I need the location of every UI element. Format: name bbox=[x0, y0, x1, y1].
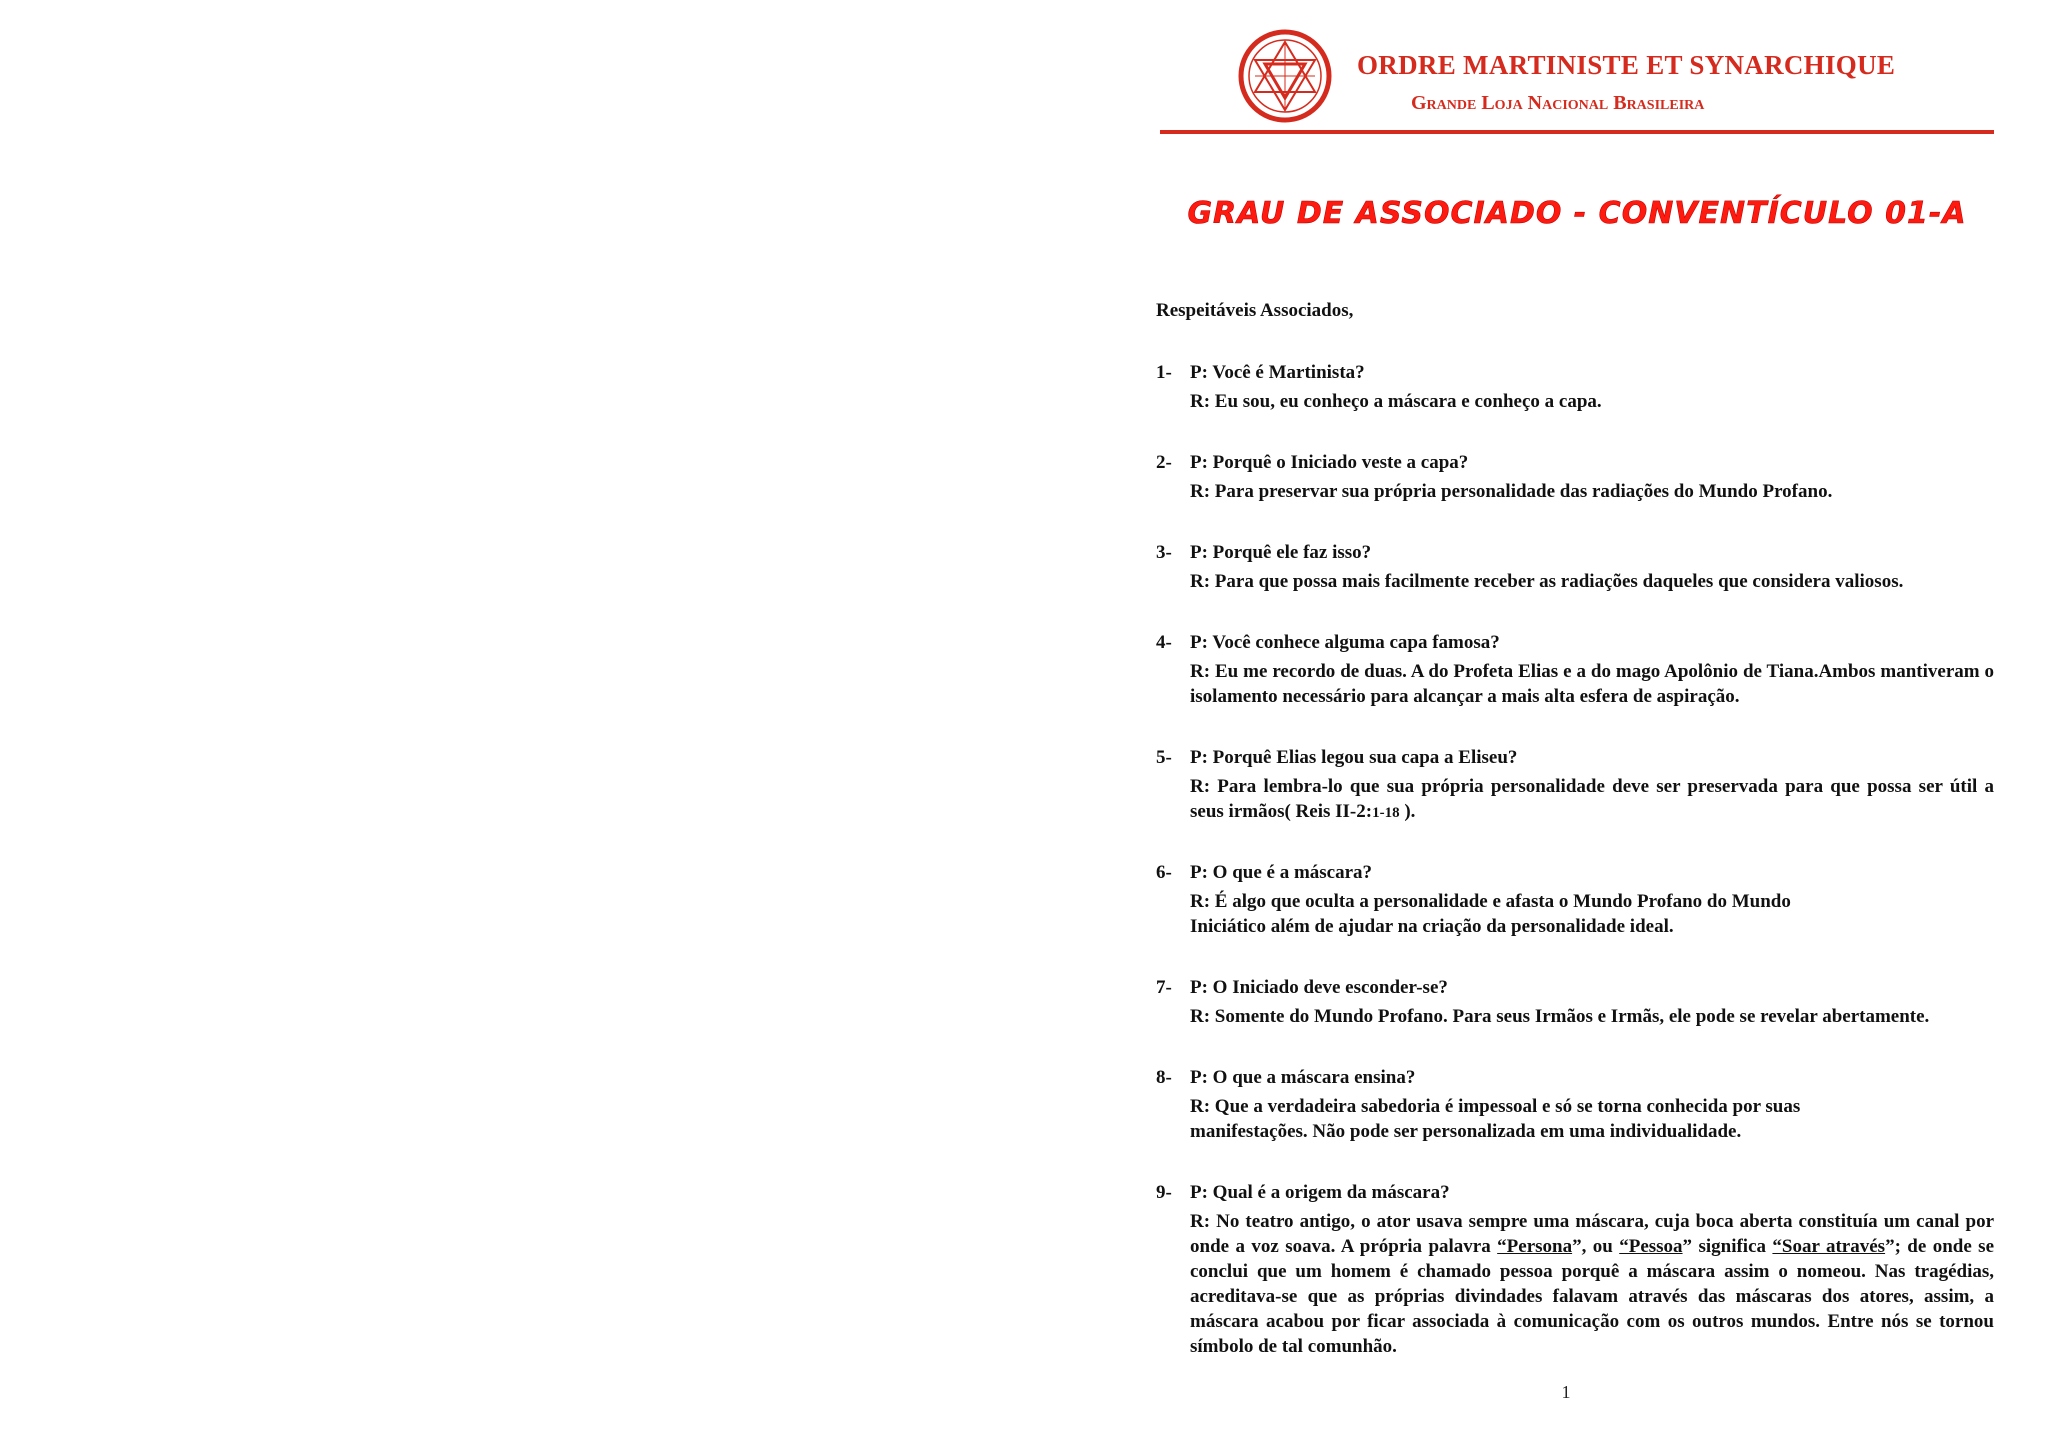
qa-answer: R: Eu me recordo de duas. A do Profeta Elias e a do mago Apolônio de Tiana.Ambos mantiveram o isolamento necessário para alcançar a mais alta esfera de aspiração. bbox=[1190, 661, 1994, 707]
qa-number: 6- bbox=[1156, 862, 1172, 883]
qa-answer bbox=[1190, 774, 1994, 826]
qa-question: P: Você conhece alguma capa famosa? bbox=[1190, 632, 1500, 653]
qa-answer: R: Para preservar sua própria personalidade das radiações do Mundo Profano. bbox=[1190, 481, 1833, 502]
qa-number: 4- bbox=[1156, 632, 1172, 653]
qa-item-4 bbox=[1156, 630, 1994, 709]
qa-answer-text: ” significa bbox=[1682, 1236, 1773, 1257]
qa-question: P: Porquê ele faz isso? bbox=[1190, 542, 1372, 563]
qa-question: P: Porquê Elias legou sua capa a Eliseu? bbox=[1190, 747, 1518, 768]
qa-item-3 bbox=[1156, 540, 1994, 594]
qa-answer-text: R: No teatro antigo, o ator usava sempre uma máscara, cuja boca aberta constituía um canal por onde a voz soava. A própria palavra bbox=[1190, 1211, 1994, 1257]
qa-question: P: Porquê o Iniciado veste a capa? bbox=[1190, 452, 1469, 473]
header-divider bbox=[1160, 130, 1994, 134]
qa-question: P: O que é a máscara? bbox=[1190, 862, 1373, 883]
qa-answer-end: ). bbox=[1399, 801, 1416, 822]
soar-atraves-term: “Soar através bbox=[1772, 1236, 1886, 1257]
qa-answer bbox=[1190, 889, 1994, 939]
pessoa-term: “Pessoa bbox=[1619, 1236, 1683, 1257]
salutation: Respeitáveis Associados, bbox=[1156, 300, 1354, 321]
qa-item-6 bbox=[1156, 860, 1994, 939]
qa-number: 3- bbox=[1156, 542, 1172, 563]
document-title: GRAU DE ASSOCIADO - CONVENTÍCULO 01-A bbox=[1187, 196, 1967, 231]
qa-answer-line: manifestações. Não pode ser personalizada em uma individualidade. bbox=[1190, 1121, 1742, 1142]
qa-answer-line: R: É algo que oculta a personalidade e afasta o Mundo Profano do Mundo bbox=[1190, 891, 1791, 912]
qa-answer: R: Eu sou, eu conheço a máscara e conheço a capa. bbox=[1190, 391, 1602, 412]
page-number: 1 bbox=[1561, 1382, 1571, 1402]
qa-question: P: O Iniciado deve esconder-se? bbox=[1190, 977, 1448, 998]
qa-number: 7- bbox=[1156, 977, 1172, 998]
qa-item-9 bbox=[1156, 1180, 1994, 1359]
qa-item-5 bbox=[1156, 745, 1994, 826]
qa-number: 8- bbox=[1156, 1067, 1172, 1088]
qa-answer-line: R: Que a verdadeira sabedoria é impessoal e só se torna conhecida por suas bbox=[1190, 1096, 1801, 1117]
qa-number: 1- bbox=[1156, 362, 1172, 383]
qa-item-2 bbox=[1156, 450, 1994, 504]
qa-question: P: Qual é a origem da máscara? bbox=[1190, 1182, 1450, 1203]
qa-answer-text: ”, ou bbox=[1572, 1236, 1620, 1257]
qa-number: 2- bbox=[1156, 452, 1172, 473]
persona-term: “Persona bbox=[1497, 1236, 1573, 1257]
qa-number: 9- bbox=[1156, 1182, 1172, 1203]
qa-item-7 bbox=[1156, 975, 1994, 1029]
bible-reference: 1-18 bbox=[1372, 805, 1400, 821]
qa-number: 5- bbox=[1156, 747, 1172, 768]
qa-answer bbox=[1190, 1094, 1994, 1144]
qa-question: P: O que a máscara ensina? bbox=[1190, 1067, 1416, 1088]
qa-answer bbox=[1190, 1209, 1994, 1359]
qa-item-1 bbox=[1156, 360, 1994, 414]
qa-answer-text: ”; de onde se conclui que um homem é chamado pessoa porquê a máscara assim o nomeou. Nas tragédias, acreditava-se que as próprias divindades falavam através das máscaras dos atores, assim, a máscara acabou por ficar associada à comunicação com os outros mundos. Entre nós se tornou símbolo de tal comunhão. bbox=[1190, 1236, 1995, 1357]
qa-answer-line: Iniciático além de ajudar na criação da personalidade ideal. bbox=[1190, 916, 1674, 937]
qa-answer: R: Somente do Mundo Profano. Para seus Irmãos e Irmãs, ele pode se revelar abertamente. bbox=[1190, 1006, 1930, 1027]
qa-question: P: Você é Martinista? bbox=[1190, 362, 1365, 383]
lodge-name: Grande Loja Nacional Brasileira bbox=[1411, 92, 1705, 114]
qa-item-8 bbox=[1156, 1065, 1994, 1144]
organization-name: ORDRE MARTINISTE ET SYNARCHIQUE bbox=[1357, 50, 1896, 80]
qa-answer: R: Para que possa mais facilmente receber as radiações daqueles que considera valiosos. bbox=[1190, 571, 1904, 592]
martinist-seal-icon bbox=[1237, 28, 1333, 124]
qa-answer-text: R: Para lembra-lo que sua própria personalidade deve ser preservada para que possa ser útil a seus irmãos( Reis II-2: bbox=[1190, 776, 1994, 822]
